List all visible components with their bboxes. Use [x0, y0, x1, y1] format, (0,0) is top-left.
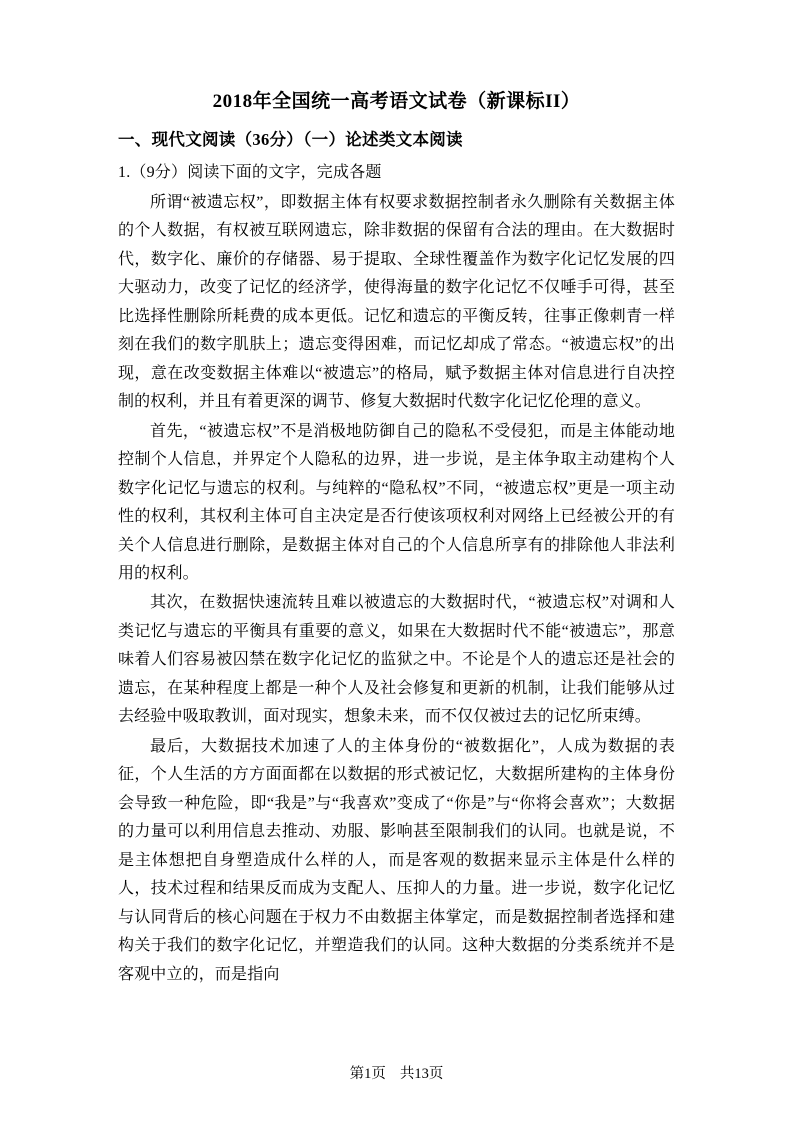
body-paragraph: 最后，大数据技术加速了人的主体身份的“被数据化”，人成为数据的表征，个人生活的方方面面都在以数据的形式被记忆，大数据所建构的主体身份会导致一种危险，即“我是”与“我喜欢”变成了“你是”与“你将会喜欢”；大数据的力量可以利用信息去推动、劝服、影响甚至限制我们的认同。也就是说，不是主体想把自身塑造成什么样的人，而是客观的数据来显示主体是什么样的人，技术过程和结果反而成为支配人、压抑人的力量。进一步说，数字化记忆与认同背后的核心问题在于权力不由数据主体掌定，而是数据控制者选择和建构关于我们的数字化记忆，并塑造我们的认同。这种大数据的分类系统并不是客观中立的，而是指向	[118, 737, 675, 983]
body-paragraph: 首先，“被遗忘权”不是消极地防御自己的隐私不受侵犯，而是主体能动地控制个人信息，并界定个人隐私的边界，进一步说，是主体争取主动建构个人数字化记忆与遗忘的权利。与纯粹的“隐私权”不同，“被遗忘权”更是一项主动性的权利，其权利主体可自主决定是否行使该项权利对网络上已经被公开的有关个人信息进行删除，是数据主体对自己的个人信息所享有的排除他人非法利用的权利。	[118, 422, 675, 582]
footer-total-pages: 共13页	[399, 1065, 444, 1082]
footer-page-number: 第1页	[349, 1065, 386, 1082]
page-footer	[0, 1064, 793, 1084]
body-paragraph: 所谓“被遗忘权”，即数据主体有权要求数据控制者永久删除有关数据主体的个人数据，有权被互联网遗忘，除非数据的保留有合法的理由。在大数据时代，数字化、廉价的存储器、易于提取、全球性覆盖作为数字化记忆发展的四大驱动力，改变了记忆的经济学，使得海量的数字化记忆不仅唾手可得，甚至比选择性删除所耗费的成本更低。记忆和遗忘的平衡反转，往事正像刺青一样刻在我们的数字肌肤上；遗忘变得困难，而记忆却成了常态。“被遗忘权”的出现，意在改变数据主体难以“被遗忘”的格局，赋予数据主体对信息进行自决控制的权利，并且有着更深的调节、修复大数据时代数字化记忆伦理的意义。	[118, 193, 675, 411]
section-heading: 一、现代文阅读（36分）（一）论述类文本阅读	[118, 129, 463, 149]
question-stem: 1.（9分）阅读下面的文字，完成各题	[118, 163, 382, 181]
body-paragraph: 其次，在数据快速流转且难以被遗忘的大数据时代，“被遗忘权”对调和人类记忆与遗忘的平衡具有重要的意义，如果在大数据时代不能“被遗忘”，那意味着人们容易被囚禁在数字化记忆的监狱之中。不论是个人的遗忘还是社会的遗忘，在某种程度上都是一种个人及社会修复和更新的机制，让我们能够从过去经验中吸取教训，面对现实，想象未来，而不仅仅被过去的记忆所束缚。	[118, 594, 675, 726]
page-title: 2018年全国统一高考语文试卷（新课标II）	[212, 91, 581, 112]
